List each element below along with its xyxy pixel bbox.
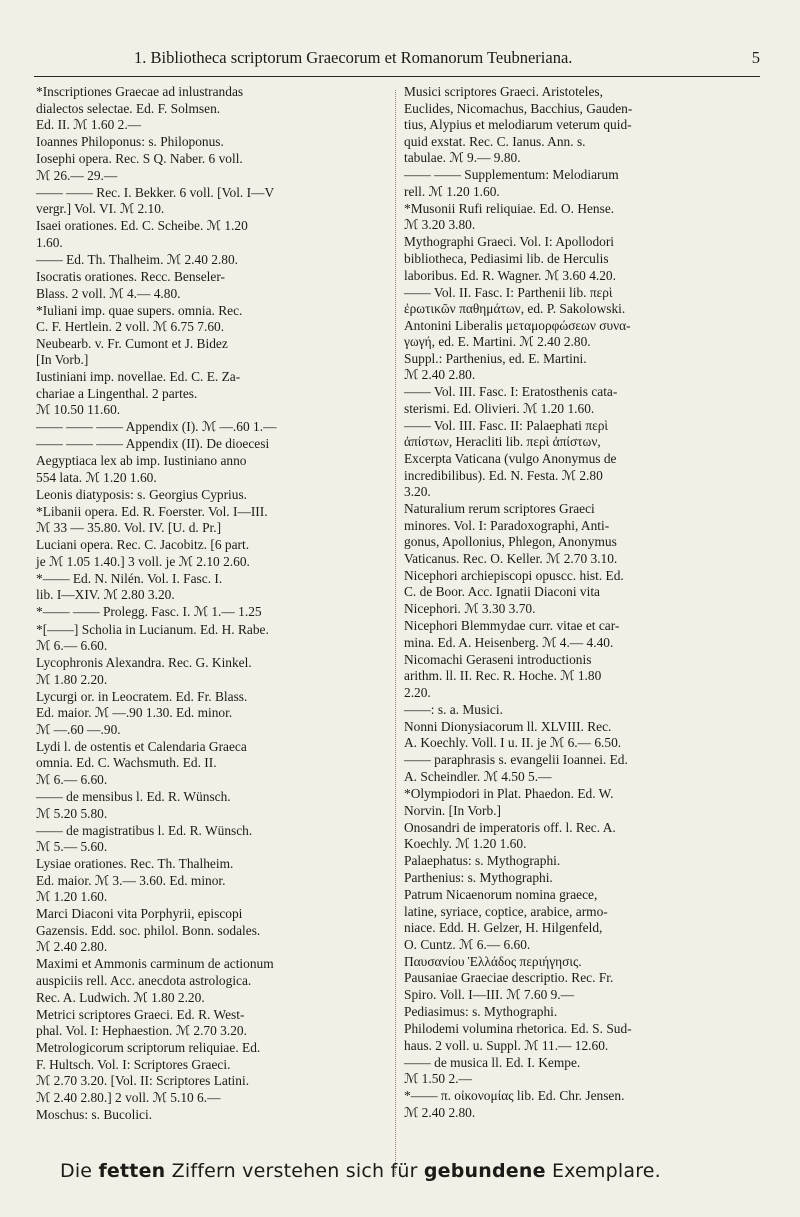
entry-line: je ℳ 1.05 1.40.] 3 voll. je ℳ 2.10 2.60.	[36, 553, 250, 569]
entry-line: ℳ 2.40 2.80.] 2 voll. ℳ 5.10 6.—	[36, 1089, 221, 1105]
entry-line: ℳ 2.40 2.80.	[404, 367, 476, 383]
entry-line: *Olympiodori in Plat. Phaedon. Ed. W.	[404, 785, 614, 801]
footer-bold-2: gebundene	[423, 1160, 546, 1182]
entry-line: A. Koechly. Voll. I u. II. je ℳ 6.— 6.50.	[404, 735, 622, 751]
entry-line: Nicephori. ℳ 3.30 3.70.	[404, 600, 536, 616]
entry-line: Ed. maior. ℳ 3.— 3.60. Ed. minor.	[36, 872, 226, 888]
entry-line: *—— π. οἰκονομίας lib. Ed. Chr. Jensen.	[404, 1088, 625, 1104]
entry-line: Metrici scriptores Graeci. Ed. R. West-	[36, 1006, 245, 1022]
catalog-entry	[404, 201, 760, 234]
catalog-entry	[404, 887, 760, 953]
entry-line: Marci Diaconi vita Porphyrii, episcopi	[36, 906, 243, 922]
entry-line: F. Hultsch. Vol. I: Scriptores Graeci.	[36, 1056, 231, 1072]
entry-line: Metrologicorum scriptorum reliquiae. Ed.	[36, 1040, 261, 1056]
entry-line: haus. 2 voll. u. Suppl. ℳ 11.— 12.60.	[404, 1037, 609, 1053]
catalog-entry	[36, 134, 394, 151]
catalog-entry	[36, 537, 394, 570]
header-title: 1. Bibliotheca scriptorum Graecorum et Romanorum Teubneriana.	[134, 48, 573, 67]
entry-line: ℳ 6.— 6.60.	[36, 771, 108, 787]
catalog-entry	[404, 501, 760, 567]
catalog-entry	[36, 823, 394, 856]
entry-line: A. Scheindler. ℳ 4.50 5.—	[404, 768, 552, 784]
entry-line: C. F. Hertlein. 2 voll. ℳ 6.75 7.60.	[36, 319, 225, 335]
entry-line: —— Ed. Th. Thalheim. ℳ 2.40 2.80.	[36, 251, 239, 267]
entry-line: *Libanii opera. Ed. R. Foerster. Vol. I—III.	[36, 503, 268, 519]
entry-line: incredibilibus). Ed. N. Festa. ℳ 2.80	[404, 467, 603, 483]
entry-line: Pausaniae Graeciae descriptio. Rec. Fr.	[404, 970, 614, 986]
entry-line: —— de magistratibus l. Ed. R. Wünsch.	[36, 822, 253, 838]
entry-line: Nicephori Blemmydae curr. vitae et car-	[404, 618, 620, 633]
entry-line: ℳ 1.80 2.20.	[36, 671, 108, 687]
entry-line: Nonni Dionysiacorum ll. XLVIII. Rec.	[404, 718, 612, 734]
catalog-entry	[36, 218, 394, 251]
entry-line: mina. Ed. A. Heisenberg. ℳ 4.— 4.40.	[404, 634, 614, 650]
entry-line: Antonini Liberalis μεταμορφώσεων συνα-	[404, 317, 631, 333]
entry-line: Musici scriptores Graeci. Aristoteles,	[404, 84, 603, 99]
entry-line: Aegyptiaca lex ab imp. Iustiniano anno	[36, 453, 247, 469]
catalog-entry	[36, 419, 394, 436]
entry-line: Lycophronis Alexandra. Rec. G. Kinkel.	[36, 655, 252, 671]
catalog-entry	[404, 1021, 760, 1054]
catalog-entry	[36, 84, 394, 134]
entry-line: Pediasimus: s. Mythographi.	[404, 1004, 558, 1020]
catalog-entry	[36, 689, 394, 739]
catalog-entry	[404, 384, 760, 417]
catalog-entry	[36, 739, 394, 789]
entry-line: Blass. 2 voll. ℳ 4.— 4.80.	[36, 285, 181, 301]
entry-line: Lysiae orationes. Rec. Th. Thalheim.	[36, 856, 234, 872]
catalog-entry	[36, 906, 394, 956]
entry-line: —— Vol. III. Fasc. I: Eratosthenis cata-	[404, 384, 618, 400]
catalog-entry	[36, 571, 394, 604]
catalog-entry	[404, 719, 760, 752]
entry-line: *Inscriptiones Graecae ad inlustrandas	[36, 84, 244, 99]
entry-line: Luciani opera. Rec. C. Jacobitz. [6 part.	[36, 537, 250, 553]
entry-line: ℳ 1.20 1.60.	[36, 889, 108, 905]
entry-line: —— paraphrasis s. evangelii Ioannei. Ed.	[404, 752, 628, 768]
entry-line: [In Vorb.]	[36, 352, 89, 368]
entry-line: Spiro. Voll. I—III. ℳ 7.60 9.—	[404, 987, 575, 1003]
entry-line: sterismi. Ed. Olivieri. ℳ 1.20 1.60.	[404, 400, 595, 416]
catalog-entry	[36, 487, 394, 504]
entry-line: *—— —— Prolegg. Fasc. I. ℳ 1.— 1.25	[36, 604, 262, 620]
entry-line: ℳ 5.— 5.60.	[36, 839, 108, 855]
entry-line: ℳ 10.50 11.60.	[36, 402, 121, 418]
catalog-entry	[404, 652, 760, 702]
entry-line: niace. Edd. H. Gelzer, H. Hilgenfeld,	[404, 920, 603, 936]
entry-line: phal. Vol. I: Hephaestion. ℳ 2.70 3.20.	[36, 1023, 247, 1039]
footer-text-3: Exemplare.	[551, 1160, 661, 1182]
entry-line: ℳ 2.40 2.80.	[404, 1104, 476, 1120]
entry-line: ℳ 2.70 3.20. [Vol. II: Scriptores Latini.	[36, 1073, 250, 1089]
catalog-entry	[36, 436, 394, 486]
catalog-entry	[36, 151, 394, 184]
entry-line: Ioannes Philoponus: s. Philoponus.	[36, 134, 224, 150]
entry-line: Rec. A. Ludwich. ℳ 1.80 2.20.	[36, 989, 205, 1005]
entry-line: Gazensis. Edd. soc. philol. Bonn. sodales.	[36, 922, 261, 938]
entry-line: ℳ 2.40 2.80.	[36, 939, 108, 955]
entry-line: *Musonii Rufi reliquiae. Ed. O. Hense.	[404, 200, 615, 216]
entry-line: Nicomachi Geraseni introductionis	[404, 651, 592, 667]
catalog-entry	[36, 252, 394, 269]
entry-line: 554 lata. ℳ 1.20 1.60.	[36, 469, 157, 485]
entry-line: 3.20.	[404, 484, 431, 500]
catalog-entry	[404, 418, 760, 501]
entry-line: —— —— Rec. I. Bekker. 6 voll. [Vol. I—V	[36, 184, 275, 200]
entry-line: —— Vol. II. Fasc. I: Parthenii lib. περὶ	[404, 284, 613, 300]
catalog-entry	[404, 752, 760, 785]
entry-line: ἐρωτικῶν παθημάτων, ed. P. Sakolowski.	[404, 301, 626, 317]
catalog-entry	[36, 622, 394, 655]
catalog-entry	[36, 303, 394, 369]
entry-line: —— Vol. III. Fasc. II: Palaephati περὶ	[404, 417, 609, 433]
catalog-entry	[404, 1004, 760, 1021]
catalog-entry	[36, 856, 394, 906]
column-divider	[395, 90, 396, 1175]
catalog-entry	[36, 504, 394, 537]
entry-line: lib. I—XIV. ℳ 2.80 3.20.	[36, 587, 175, 603]
entry-line: minores. Vol. I: Paradoxographi, Anti-	[404, 517, 610, 533]
entry-line: omnia. Ed. C. Wachsmuth. Ed. II.	[36, 755, 217, 771]
entry-line: —— —— —— Appendix (I). ℳ —.60 1.—	[36, 419, 277, 435]
entry-line: tabulae. ℳ 9.— 9.80.	[404, 150, 521, 166]
entry-line: O. Cuntz. ℳ 6.— 6.60.	[404, 936, 531, 952]
catalog-entry	[36, 185, 394, 218]
catalog-entry	[404, 234, 760, 284]
catalog-entry	[404, 84, 760, 167]
entry-line: Isaei orationes. Ed. C. Scheibe. ℳ 1.20	[36, 218, 248, 234]
entry-line: Lycurgi or. in Leocratem. Ed. Fr. Blass.	[36, 688, 248, 704]
entry-line: Nicephori archiepiscopi opuscc. hist. Ed.	[404, 567, 624, 583]
entry-line: gonus, Apollonius, Phlegon, Anonymus	[404, 534, 617, 550]
entry-line: dialectos selectae. Ed. F. Solmsen.	[36, 100, 221, 116]
right-column	[404, 84, 760, 1122]
entry-line: latine, syriace, coptice, arabice, armo-	[404, 903, 608, 919]
entry-line: Maximi et Ammonis carminum de actionum	[36, 956, 274, 972]
entry-line: Suppl.: Parthenius, ed. E. Martini.	[404, 350, 587, 366]
catalog-entry	[404, 285, 760, 384]
catalog-entry	[404, 167, 760, 200]
entry-line: ——: s. a. Musici.	[404, 701, 503, 717]
entry-line: ℳ 33 — 35.80. Vol. IV. [U. d. Pr.]	[36, 520, 222, 536]
catalog-entry	[404, 954, 760, 1004]
entry-line: Norvin. [In Vorb.]	[404, 802, 501, 818]
entry-line: Leonis diatyposis: s. Georgius Cyprius.	[36, 486, 248, 502]
entry-line: Neubearb. v. Fr. Cumont et J. Bidez	[36, 335, 228, 351]
catalog-entry	[36, 369, 394, 419]
entry-line: laboribus. Ed. R. Wagner. ℳ 3.60 4.20.	[404, 267, 616, 283]
footer-text-1: Die	[60, 1160, 93, 1182]
entry-line: *[——] Scholia in Lucianum. Ed. H. Rabe.	[36, 621, 269, 637]
catalog-entry	[404, 568, 760, 618]
entry-line: —— —— Supplementum: Melodiarum	[404, 167, 619, 183]
entry-line: Palaephatus: s. Mythographi.	[404, 853, 561, 869]
entry-line: quid exstat. Rec. C. Ianus. Ann. s.	[404, 133, 586, 149]
entry-line: Iosephi opera. Rec. S Q. Naber. 6 voll.	[36, 151, 243, 167]
entry-line: Isocratis orationes. Recc. Benseler-	[36, 269, 225, 285]
catalog-entry	[404, 786, 760, 819]
entry-line: vergr.] Vol. VI. ℳ 2.10.	[36, 201, 165, 217]
entry-line: ℳ 5.20 5.80.	[36, 805, 108, 821]
entry-line: —— de mensibus l. Ed. R. Wünsch.	[36, 788, 231, 804]
entry-line: 1.60.	[36, 234, 63, 250]
entry-line: ℳ 6.— 6.60.	[36, 638, 108, 654]
catalog-entry	[36, 655, 394, 688]
entry-line: C. de Boor. Acc. Ignatii Diaconi vita	[404, 584, 600, 600]
entry-line: ℳ 3.20 3.80.	[404, 217, 476, 233]
left-column	[36, 84, 394, 1124]
footer-bold-1: fetten	[98, 1160, 166, 1182]
catalog-entry	[404, 820, 760, 853]
entry-line: Παυσανίου Ἑλλάδος περιήγησις.	[404, 953, 582, 969]
catalog-entry	[404, 618, 760, 651]
entry-line: chariae a Lingenthal. 2 partes.	[36, 385, 198, 401]
catalog-entry	[36, 1007, 394, 1040]
entry-line: Koechly. ℳ 1.20 1.60.	[404, 836, 527, 852]
entry-line: Parthenius: s. Mythographi.	[404, 870, 553, 886]
entry-line: Onosandri de imperatoris off. l. Rec. A.	[404, 819, 616, 835]
header-rule	[34, 76, 760, 77]
catalog-entry	[36, 1040, 394, 1106]
entry-line: arithm. ll. II. Rec. R. Hoche. ℳ 1.80	[404, 668, 602, 684]
entry-line: Ed. II. ℳ 1.60 2.—	[36, 117, 142, 133]
footer-text-2: Ziffern verstehen sich für	[171, 1160, 418, 1182]
footer-note	[60, 1160, 760, 1182]
catalog-entry	[36, 604, 394, 621]
running-header	[34, 48, 760, 76]
entry-line: Euclides, Nicomachus, Bacchius, Gauden-	[404, 100, 633, 116]
entry-line: bibliotheca, Pediasimi lib. de Herculis	[404, 250, 609, 266]
entry-line: ℳ 26.— 29.—	[36, 167, 118, 183]
entry-line: Moschus: s. Bucolici.	[36, 1106, 153, 1122]
entry-line: Ed. maior. ℳ —.90 1.30. Ed. minor.	[36, 705, 233, 721]
catalog-entry	[404, 853, 760, 870]
entry-line: ℳ 1.50 2.—	[404, 1071, 472, 1087]
entry-line: ἀπίστων, Heracliti lib. περὶ ἀπίστων,	[404, 434, 601, 450]
entry-line: Lydi l. de ostentis et Calendaria Graeca	[36, 738, 247, 754]
entry-line: Naturalium rerum scriptores Graeci	[404, 501, 595, 517]
catalog-entry	[404, 702, 760, 719]
catalog-entry	[36, 269, 394, 302]
entry-line: tius, Alypius et melodiarum veterum quid-	[404, 117, 632, 133]
entry-line: Iustiniani imp. novellae. Ed. C. E. Za-	[36, 369, 241, 385]
page-number: 5	[751, 48, 760, 67]
entry-line: 2.20.	[404, 684, 431, 700]
entry-line: —— —— —— Appendix (II). De dioecesi	[36, 436, 270, 452]
catalog-entry	[404, 870, 760, 887]
catalog-entry	[404, 1055, 760, 1088]
entry-line: Philodemi volumina rhetorica. Ed. S. Sud-	[404, 1021, 632, 1037]
entry-line: Mythographi Graeci. Vol. I: Apollodori	[404, 234, 615, 250]
entry-line: γωγή, ed. E. Martini. ℳ 2.40 2.80.	[404, 334, 591, 350]
entry-line: ℳ —.60 —.90.	[36, 721, 121, 737]
entry-line: Vaticanus. Rec. O. Keller. ℳ 2.70 3.10.	[404, 550, 618, 566]
catalog-entry	[36, 956, 394, 1006]
entry-line: Patrum Nicaenorum nomina graece,	[404, 887, 598, 903]
catalog-entry	[36, 789, 394, 822]
entry-line: —— de musica ll. Ed. I. Kempe.	[404, 1054, 581, 1070]
entry-line: Excerpta Vaticana (vulgo Anonymus de	[404, 451, 617, 467]
entry-line: *Iuliani imp. quae supers. omnia. Rec.	[36, 302, 243, 318]
entry-line: rell. ℳ 1.20 1.60.	[404, 183, 500, 199]
catalog-entry	[404, 1088, 760, 1121]
entry-line: *—— Ed. N. Nilén. Vol. I. Fasc. I.	[36, 570, 223, 586]
catalog-entry	[36, 1107, 394, 1124]
entry-line: auspiciis rell. Acc. anecdota astrologica.	[36, 972, 252, 988]
